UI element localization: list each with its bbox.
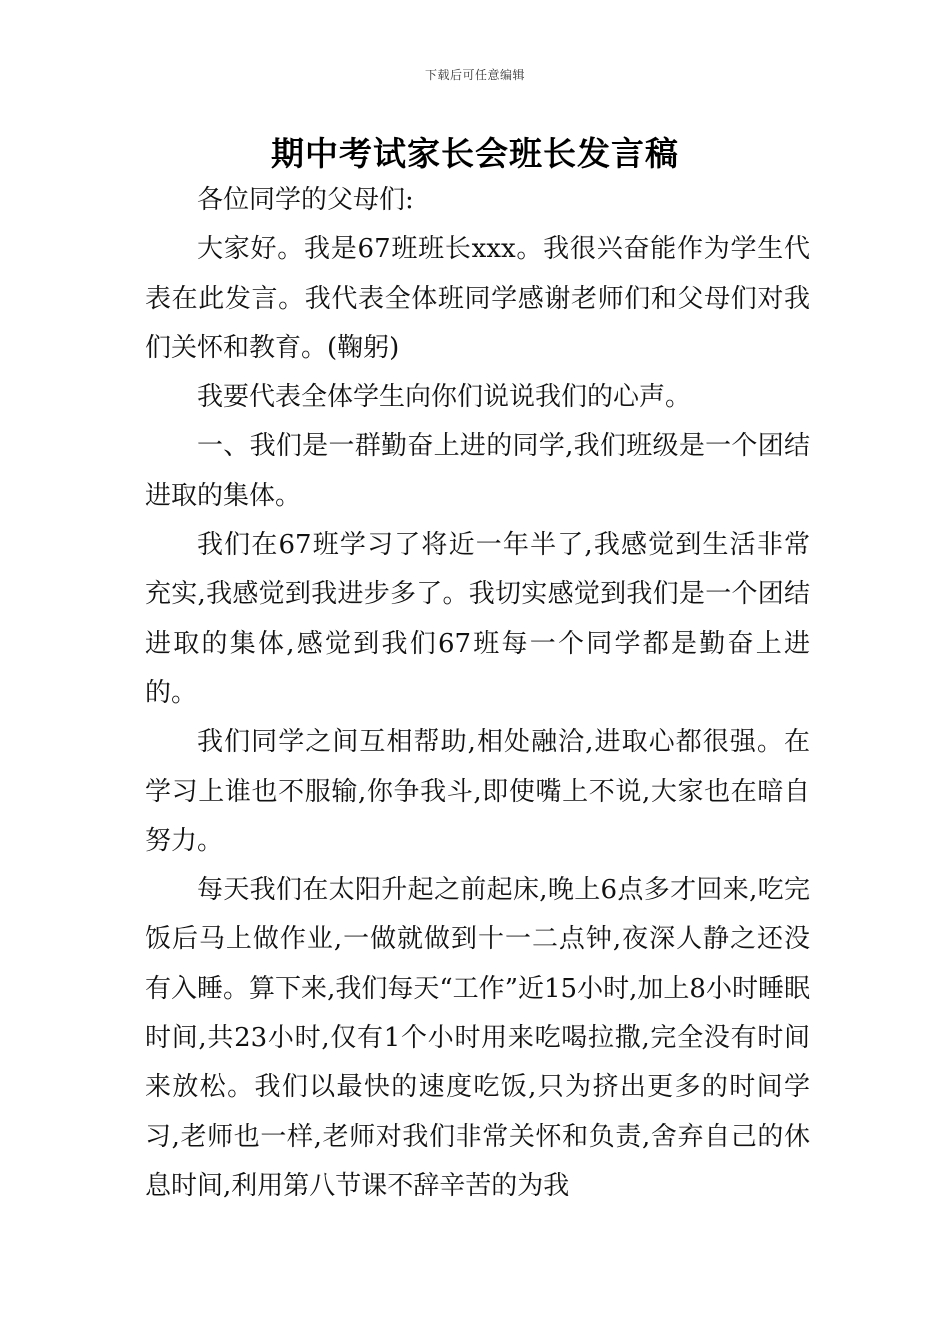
paragraph-point-one: 一、我们是一群勤奋上进的同学,我们班级是一个团结进取的集体。 <box>145 431 810 511</box>
document-title: 期中考试家长会班长发言稿 <box>271 134 679 173</box>
paragraph-mutual-help: 我们同学之间互相帮助,相处融洽,进取心都很强。在学习上谁也不服输,你争我斗,即使嘴上不说,大家也在暗自努力。 <box>145 727 810 856</box>
paragraph-daily-schedule: 每天我们在太阳升起之前起床,晚上6点多才回来,吃完饭后马上做作业,一做就做到十一二点钟,夜深人静之还没有入睡。算下来,我们每天“工作”近15小时,加上8小时睡眠时间,共23小时,仅有1个小时用来吃喝拉撒,完全没有时间来放松。我们以最快的速度吃饭,只为挤出更多的时间学习,老师也一样,老师对我们非常关怀和负责,舍弃自己的休息时间,利用第八节课不辞辛苦的为我 <box>145 875 810 1201</box>
header-note: 下载后可任意编辑 <box>424 68 525 82</box>
paragraph-greeting: 各位同学的父母们: <box>197 185 414 215</box>
document-body <box>145 176 810 1211</box>
paragraph-class-life: 我们在67班学习了将近一年半了,我感觉到生活非常充实,我感觉到我进步多了。我切实感觉到我们是一个团结进取的集体,感觉到我们67班每一个同学都是勤奋上进的。 <box>145 530 810 708</box>
paragraph-voice: 我要代表全体学生向你们说说我们的心声。 <box>197 382 692 413</box>
paragraph-introduction: 大家好。我是67班班长xxx。我很兴奋能作为学生代表在此发言。我代表全体班同学感谢老师们和父母们对我们关怀和教育。(鞠躬) <box>145 234 810 363</box>
